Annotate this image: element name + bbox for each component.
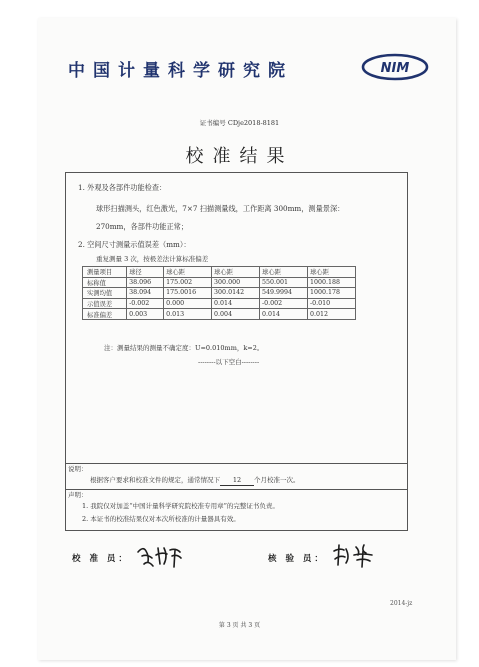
form-code: 2014-jz [390,600,413,607]
table-cell: 38.096 [127,277,164,288]
table-header-cell: 球心距 [307,267,355,278]
table-cell: 175.002 [164,277,212,288]
table-cell: 1000.178 [307,288,355,299]
table-cell: 175.0016 [164,288,212,299]
table-cell: -0.010 [307,298,355,309]
row-label-cell: 示值误差 [83,298,127,309]
explanation-heading: 说明： [68,465,88,473]
certificate-number: 证书编号 CDje2018-8181 [199,119,280,127]
table-cell: -0.002 [260,298,308,309]
table-cell: 0.012 [307,309,355,320]
row-label-cell: 标准偏差 [83,309,127,320]
table-header-cell: 球心距 [164,267,212,278]
organization-name: 中国计量科学研究院 [68,61,293,81]
table-row [83,288,356,299]
table-row [83,309,356,320]
section2-heading: 2. 空间尺寸测量示值误差（mm）： [78,240,191,249]
explanation-text-before: 根据客户要求和校准文件的规定，通常情况下 [90,476,220,484]
table-header-cell: 球径 [127,267,164,278]
table-cell: -0.002 [127,298,164,309]
row-label-cell: 标称值 [83,277,127,288]
calibrator-signature [134,542,186,570]
calibrator-label: 校 准 员： [72,554,130,564]
explanation-text [90,477,300,486]
table-row [83,277,356,288]
calibration-interval-months: 12 [220,477,254,486]
table-cell: 0.000 [164,298,212,309]
table-cell: 300.000 [212,277,260,288]
table-row [83,298,356,309]
table-cell: 0.003 [127,309,164,320]
table-header-cell: 球心距 [260,267,308,278]
table-header-cell: 测量项目 [83,267,127,278]
statement-item-1: 1. 我院仅对加盖“中国计量科学研究院校准专用章”的完整证书负责。 [82,502,279,510]
nim-logo [360,52,430,82]
uncertainty-note: 注：测量结果的测量不确定度：U=0.010mm，k=2。 [104,344,264,352]
section1-line1: 球形扫描测头，红色激光，7×7 扫描测量线，工作距离 300mm，测量景深： [96,204,345,213]
measurement-table [82,266,356,320]
table-cell: 1000.188 [307,277,355,288]
table-cell: 0.004 [212,309,260,320]
section1-heading: 1. 外观及各部件功能检查： [78,183,167,192]
table-cell: 300.0142 [212,288,260,299]
statement-item-2: 2. 本证书的校准结果仅对本次所校准的计量器具有效。 [82,515,240,523]
document-title: 校准结果 [185,146,294,167]
section1-line2: 270mm，各部件功能正常； [96,222,189,231]
blank-marker: --------以下空白-------- [198,358,260,366]
row-label-cell: 实测均值 [83,288,127,299]
statement-heading: 声明： [68,491,88,499]
table-cell: 550.001 [260,277,308,288]
page-number: 第 3 页 共 3 页 [218,622,261,629]
verifier-label: 核 验 员： [268,554,326,564]
table-cell: 0.014 [260,309,308,320]
table-header-row [83,267,356,278]
table-cell: 0.013 [164,309,212,320]
verifier-signature [330,541,380,569]
table-cell: 549.9994 [260,288,308,299]
table-cell: 38.094 [127,288,164,299]
repeat-note: 重复测量 3 次，按极差法计算标准偏差 [96,255,209,263]
table-header-cell: 球心距 [212,267,260,278]
logo-text: NIM [380,61,410,76]
explanation-text-after: 个月校准一次。 [254,476,300,484]
table-cell: 0.014 [212,298,260,309]
